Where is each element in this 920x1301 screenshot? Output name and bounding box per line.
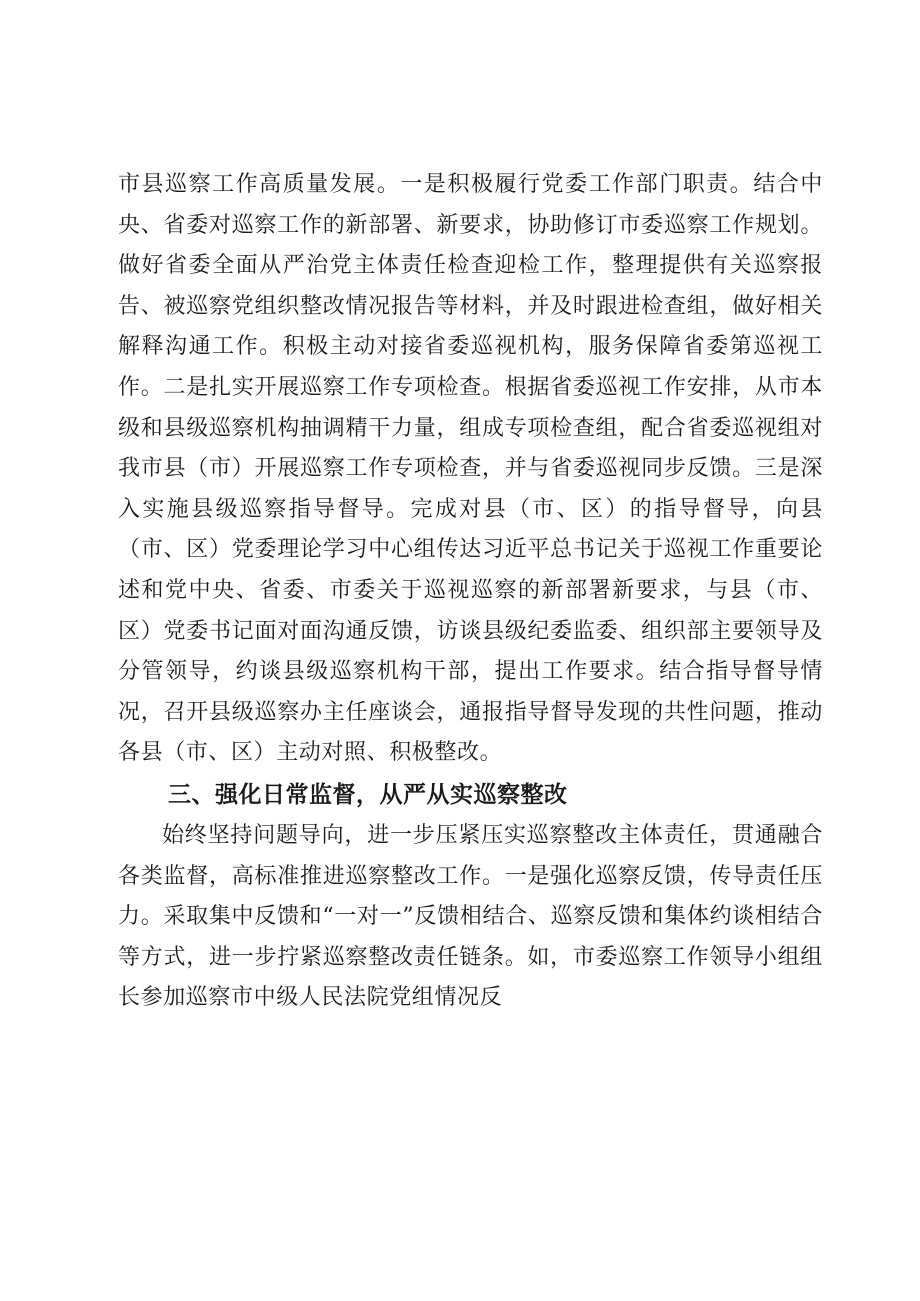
- document-body: [118, 165, 823, 1019]
- body-paragraph-2: 始终坚持问题导向，进一步压紧压实巡察整改主体责任，贯通融合各类监督，高标准推进巡察整改工作。一是强化巡察反馈，传导责任压力。采取集中反馈和“一对一”反馈相结合、巡察反馈和集体约谈相结合等方式，进一步拧紧巡察整改责任链条。如，市委巡察工作领导小组组长参加巡察市中级人民法院党组情况反: [118, 822, 823, 1011]
- body-paragraph-1: 市县巡察工作高质量发展。一是积极履行党委工作部门职责。结合中央、省委对巡察工作的新部署、新要求，协助修订市委巡察工作规划。做好省委全面从严治党主体责任检查迎检工作，整理提供有关巡察报告、被巡察党组织整改情况报告等材料，并及时跟进检查组，做好相关解释沟通工作。积极主动对接省委巡视机构，服务保障省委第巡视工作。二是扎实开展巡察工作专项检查。根据省委巡视工作安排，从市本级和县级巡察机构抽调精干力量，组成专项检查组，配合省委巡视组对我市县（市）开展巡察工作专项检查，并与省委巡视同步反馈。三是深入实施县级巡察指导督导。完成对县（市、区）的指导督导，向县（市、区）党委理论学习中心组传达习近平总书记关于巡视工作重要论述和党中央、省委、市委关于巡视巡察的新部署新要求，与县（市、区）党委书记面对面沟通反馈，访谈县级纪委监委、组织部主要领导及分管领导，约谈县级巡察机构干部，提出工作要求。结合指导督导情况，召开县级巡察办主任座谈会，通报指导督导发现的共性问题，推动各县（市、区）主动对照、积极整改。: [118, 172, 823, 766]
- section-heading-3: 三、强化日常监督，从严从实巡察整改: [168, 781, 568, 808]
